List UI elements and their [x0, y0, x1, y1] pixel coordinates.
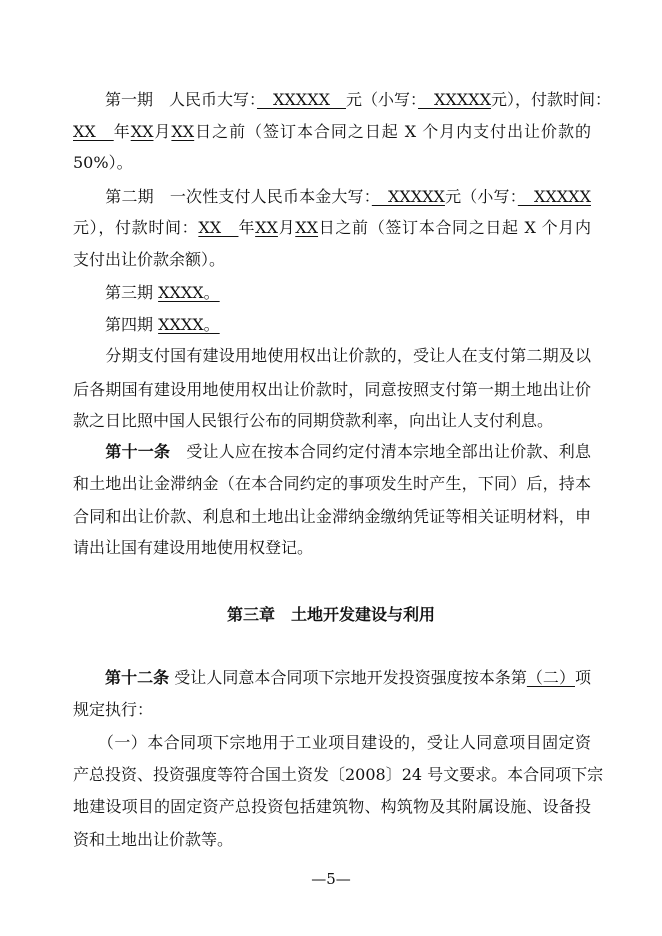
filled-blank: （二） — [526, 668, 575, 687]
text-segment: 受让人应在按本合同约定付清本宗地全部出让价款、利息 — [170, 442, 591, 461]
text-line — [73, 346, 591, 366]
text-line — [73, 283, 591, 303]
text-line — [73, 733, 591, 753]
text-line — [73, 797, 591, 817]
text-segment: 款之日比照中国人民银行公布的同期贷款利率，向出让人支付利息。 — [73, 411, 554, 430]
filled-blank: XX — [73, 122, 114, 141]
text-segment: 规定执行： — [73, 700, 154, 719]
text-segment: 第三期 — [73, 283, 159, 302]
text-line — [73, 538, 591, 558]
text-segment: 支付出让价款余额）。 — [73, 250, 226, 269]
text-line — [73, 122, 591, 142]
text-line — [73, 700, 591, 720]
filled-blank: XXXXX — [257, 90, 346, 109]
text-segment: 项 — [574, 668, 591, 687]
text-line — [73, 153, 591, 173]
text-segment: 元），付款时间： — [73, 218, 199, 237]
text-segment: 元），付款时间： — [490, 90, 611, 109]
text-line — [73, 507, 591, 527]
text-line — [73, 90, 611, 110]
text-segment: 元（小写： — [345, 90, 418, 109]
text-segment: 月 — [277, 218, 296, 237]
article-heading: 第十一条 — [73, 442, 171, 461]
text-line — [73, 830, 591, 850]
filled-blank: XX — [255, 218, 278, 237]
article-heading: 第十二条 — [73, 668, 170, 687]
text-line — [73, 380, 591, 400]
text-segment: 第一期 人民币大写： — [73, 90, 258, 109]
filled-blank: XXXXX — [371, 187, 445, 206]
text-segment: 产总投资、投资强度等符合国土资发〔2008〕24 号文要求。本合同项下宗 — [73, 765, 604, 784]
chapter-title: 第三章 土地开发建设与利用 — [226, 605, 435, 624]
filled-blank: XX — [130, 122, 154, 141]
text-segment: 元（小写： — [444, 187, 518, 206]
text-segment: 和土地出让金滞纳金（在本合同约定的事项发生时产生，下同）后，持本 — [73, 474, 591, 493]
text-segment: 合同和出让价款、利息和土地出让金滞纳金缴纳凭证等相关证明材料，申 — [73, 507, 591, 526]
text-line — [73, 218, 591, 238]
text-segment: 受让人同意本合同项下宗地开发投资强度按本条第 — [169, 668, 527, 687]
text-line — [73, 411, 591, 431]
filled-blank: XX — [295, 218, 319, 237]
text-line — [73, 315, 591, 335]
filled-blank: XXXXX — [517, 187, 591, 206]
text-segment: 第四期 — [73, 315, 159, 334]
text-segment: 日之前（签订本合同之日起 X 个月内 — [318, 218, 591, 237]
text-segment: 50%）。 — [73, 153, 133, 172]
text-segment: （一）本合同项下宗地用于工业项目建设的，受让人同意项目固定资 — [73, 733, 591, 752]
page-number: —5— — [311, 870, 351, 888]
filled-blank: XXXXX — [418, 90, 491, 109]
text-segment: 请出让国有建设用地使用权登记。 — [73, 538, 314, 557]
text-line — [73, 668, 591, 688]
text-segment: 日之前（签订本合同之日起 X 个月内支付出让价款的 — [194, 122, 591, 141]
filled-blank: XXXX。 — [158, 283, 220, 302]
text-line — [73, 250, 591, 270]
text-line — [73, 442, 591, 462]
text-line — [73, 765, 604, 785]
text-segment: 月 — [153, 122, 172, 141]
text-segment: 年 — [238, 218, 256, 237]
text-line — [73, 474, 591, 494]
filled-blank: XXXX。 — [158, 315, 220, 334]
filled-blank: XX — [198, 218, 239, 237]
text-segment: 年 — [113, 122, 131, 141]
text-segment: 分期支付国有建设用地使用权出让价款的，受让人在支付第二期及以 — [73, 346, 591, 365]
text-segment: 地建设项目的固定资产总投资包括建筑物、构筑物及其附属设施、设备投 — [73, 797, 591, 816]
text-segment: 资和土地出让价款等。 — [73, 830, 234, 849]
text-segment: 后各期国有建设用地使用权出让价款时，同意按照支付第一期土地出让价 — [73, 380, 591, 399]
filled-blank: XX — [171, 122, 195, 141]
text-line — [73, 187, 591, 207]
text-segment: 第二期 一次性支付人民币本金大写： — [73, 187, 372, 206]
